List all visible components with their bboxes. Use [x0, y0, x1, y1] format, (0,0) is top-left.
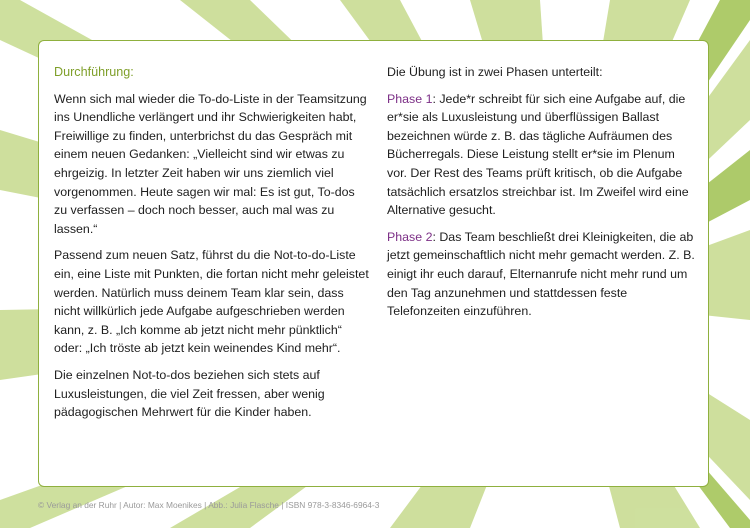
phase-1-text: : Jede*r schreibt für sich eine Aufgabe auf, die er*sie als Luxusleistung und überflüssigen Ballast bezeichnen würde z. B. das tägliche Aufräumen des Bücherregals. Diese Leistung stellt er*sie im Plenum vor. Der Rest des Teams prüft kritisch, ob die Aufgabe tatsächlich ersatzlos streichbar ist. Im Zweifel wird eine Alternative gesucht. — [387, 91, 689, 218]
copyright-footer: © Verlag an der Ruhr | Autor: Max Moenikes | Abb.: Julia Flasche | ISBN 978-3-8346-6964-3 — [38, 500, 380, 510]
paragraph-not-to-do-list: Passend zum neuen Satz, führst du die Not-to-do-Liste ein, eine Liste mit Punkten, die fortan nicht mehr geleistet werden. Natürlich muss deinem Team klar sein, dass nicht willkürlich jede Aufgabe aufgeschrieben werden kann, z. B. „Ich komme ab jetzt nicht mehr pünktlich“ oder: „Ich tröste ab jetzt kein weinendes Kind mehr“. — [54, 248, 369, 356]
phase-2-paragraph — [387, 228, 697, 321]
phase-1-label: Phase 1 — [387, 91, 433, 106]
left-column — [54, 63, 369, 430]
section-heading: Durchführung: — [54, 65, 134, 79]
phase-2-text: : Das Team beschließt drei Kleinigkeiten, die ab jetzt gemeinschaftlich nicht mehr gemacht werden. Z. B. einigt ihr euch darauf, Elternanrufe nicht mehr rund um den Tag anzunehmen und stattdessen feste Telefonzeiten einzuführen. — [387, 229, 695, 319]
paragraph-luxury-tasks: Die einzelnen Not-to-dos beziehen sich stets auf Luxusleistungen, die viel Zeit fressen, aber wenig pädagogischen Mehrwert für die Kinder haben. — [54, 367, 325, 420]
paragraph-intro: Wenn sich mal wieder die To-do-Liste in der Teamsitzung ins Unendliche verlängert und ihr Schwierigkeiten habt, Freiwillige zu finden, unterbrichst du das Gespräch mit einem neuen Gedanken: „Vielleicht sind wir etwas zu ehrgeizig. In letzter Zeit haben wir uns ziemlich viel vorgenommen. Heute sagen wir mal: Es ist gut, To-dos zu verfassen – doch noch besser, auch mal was zu lassen.“ — [54, 91, 367, 236]
content-card — [38, 40, 709, 487]
phase-2-label: Phase 2 — [387, 229, 433, 244]
right-column — [387, 63, 697, 329]
phase-1-paragraph — [387, 90, 697, 220]
phases-intro: Die Übung ist in zwei Phasen unterteilt: — [387, 65, 603, 79]
